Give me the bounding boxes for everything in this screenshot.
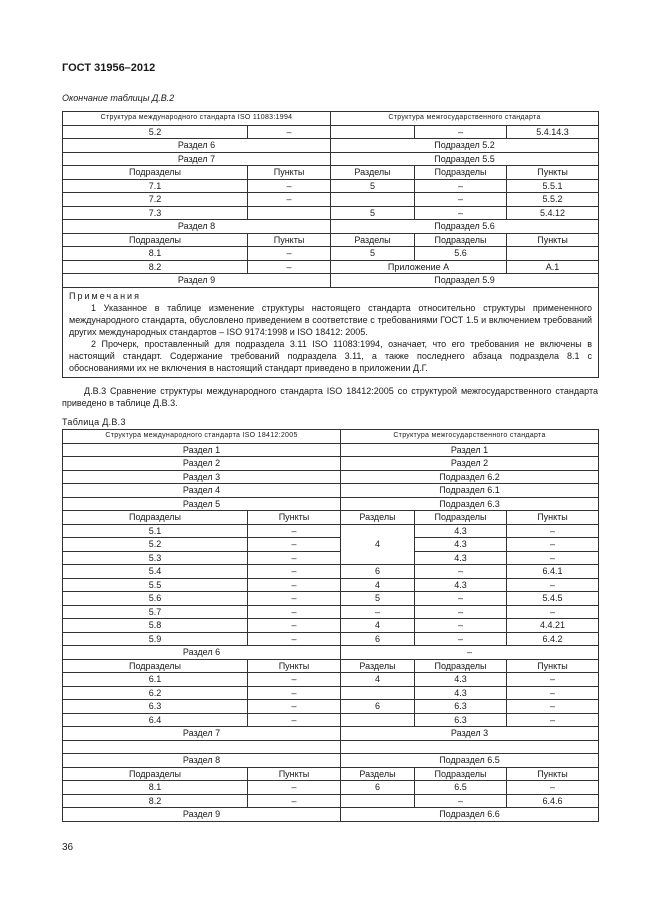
table-cell: 6.4.6: [507, 794, 599, 808]
table-cell: 7.1: [63, 179, 248, 193]
table-cell: 5: [331, 206, 415, 220]
table-cell: Подраздел 6.2: [341, 470, 599, 484]
table-cell: 4.3: [415, 551, 507, 565]
table-cell: –: [248, 193, 331, 207]
table-notes-row: [63, 287, 599, 377]
table-cell: –: [248, 713, 341, 727]
table-cell: –: [507, 551, 599, 565]
table-cell: [248, 206, 331, 220]
table-cell: Раздел 6: [63, 139, 331, 153]
structure-comparison-table-dv2: [62, 111, 599, 378]
table-cell: Раздел 2: [341, 457, 599, 471]
table-cell: 5.1: [63, 524, 248, 538]
table-cell: [507, 247, 599, 261]
table-cell: Разделы: [331, 166, 415, 180]
table-cell: –: [248, 565, 341, 579]
table-cell: [331, 125, 415, 139]
table-caption: Таблица Д.В.3: [62, 417, 126, 427]
table-row: [63, 578, 599, 592]
note-paragraph-1: 1 Указанное в таблице изменение структуры настоящего стандарта относительно структуры примененного международного стандарта, обусловлено приведением в соответствие с требованиями ГОСТ 1.5 и включением требований других международных стандартов – ISO 9174:1998 и ISO 18412: 2005.: [69, 302, 593, 337]
table-cell: Пункты: [507, 166, 599, 180]
table-cell: 5.6: [415, 247, 507, 261]
table-row: [63, 152, 599, 166]
table-cell: 6: [341, 700, 415, 714]
table-row: [63, 484, 599, 498]
notes-title: Примечания: [69, 290, 141, 301]
table-row: [63, 781, 599, 795]
table-row: [63, 443, 599, 457]
table-cell: Пункты: [248, 511, 341, 525]
table-row: [63, 179, 599, 193]
table-cell: –: [248, 619, 341, 633]
table-cell: 4: [341, 578, 415, 592]
table-cell: Подраздел 5.9: [331, 274, 599, 288]
table-cell: Раздел 1: [341, 443, 599, 457]
table-cell: 5: [331, 247, 415, 261]
table-cell: –: [415, 605, 507, 619]
table-cell: Пункты: [507, 511, 599, 525]
table-cell: 5.5.2: [507, 193, 599, 207]
table-row: [63, 646, 599, 660]
table-row: [63, 524, 599, 538]
table-cell: 6.4: [63, 713, 248, 727]
table-cell: –: [507, 673, 599, 687]
table-cell: –: [248, 260, 331, 274]
table-cell: –: [415, 632, 507, 646]
table-cell: 7.2: [63, 193, 248, 207]
table-cell: 5.8: [63, 619, 248, 633]
table-cell: Раздел 8: [63, 220, 331, 234]
table-cell: –: [507, 605, 599, 619]
table-cell: 6.3: [415, 713, 507, 727]
table-cell: 4.3: [415, 538, 507, 552]
table-cell: 6: [341, 632, 415, 646]
table-cell: 4.4.21: [507, 619, 599, 633]
table-cell: 4.3: [415, 578, 507, 592]
table-cell: Пункты: [248, 659, 341, 673]
table-row: [63, 700, 599, 714]
table-cell: [341, 713, 415, 727]
table-row: [63, 538, 599, 552]
table-row: [63, 247, 599, 261]
table-cell: Пункты: [507, 659, 599, 673]
table-cell: Пункты: [248, 166, 331, 180]
table-cell: 8.2: [63, 260, 248, 274]
table-cell: –: [507, 713, 599, 727]
table-cell: –: [248, 179, 331, 193]
table-cell: Пункты: [248, 767, 341, 781]
table-row: [63, 139, 599, 153]
table-cell: 5.7: [63, 605, 248, 619]
table-row: [63, 457, 599, 471]
table-cell: –: [507, 700, 599, 714]
table-cell: 5.3: [63, 551, 248, 565]
table-cell: 8.1: [63, 781, 248, 795]
body-paragraph: Д.В.3 Сравнение структуры международного стандарта ISO 18412:2005 со структурой межгосударственного стандарта приведено в таблице Д.В.3.: [62, 386, 598, 408]
table-cell: Подразделы: [63, 767, 248, 781]
table-row: [63, 551, 599, 565]
table-cell: Подраздел 5.2: [331, 139, 599, 153]
table-cell: –: [248, 686, 341, 700]
table-cell: 5.4.5: [507, 592, 599, 606]
table-row: [63, 233, 599, 247]
table-caption: Окончание таблицы Д.В.2: [62, 93, 175, 103]
table-cell: –: [248, 605, 341, 619]
table-cell: 6.3: [63, 700, 248, 714]
table-cell: Раздел 4: [63, 484, 341, 498]
table-row: [63, 794, 599, 808]
table-cell: –: [507, 578, 599, 592]
table-row: [63, 193, 599, 207]
table-cell: Раздел 6: [63, 646, 341, 660]
column-header-international: Структура международного стандарта ISO 18412:2005: [63, 430, 341, 444]
structure-comparison-table-dv3: [62, 429, 599, 822]
table-cell: 6.3: [415, 700, 507, 714]
table-cell: А.1: [507, 260, 599, 274]
table-cell: –: [507, 538, 599, 552]
table-row: [63, 740, 599, 754]
table-row: [63, 686, 599, 700]
table-cell: 5.6: [63, 592, 248, 606]
table-cell: –: [415, 794, 507, 808]
table-cell: –: [248, 578, 341, 592]
table-row: [63, 260, 599, 274]
table-cell: Приложение А: [331, 260, 507, 274]
table-cell: Подразделы: [415, 511, 507, 525]
table-row: [63, 605, 599, 619]
table-cell: [331, 193, 415, 207]
table-cell: Подразделы: [415, 659, 507, 673]
table-cell: –: [248, 551, 341, 565]
table-cell: –: [248, 794, 341, 808]
table-cell: 6: [341, 781, 415, 795]
table-cell: Разделы: [341, 511, 415, 525]
table-cell: Подразделы: [63, 233, 248, 247]
table-cell: 8.2: [63, 794, 248, 808]
table-row: [63, 206, 599, 220]
table-cell: Разделы: [341, 767, 415, 781]
table-cell: 5.9: [63, 632, 248, 646]
table-cell: Подраздел 5.5: [331, 152, 599, 166]
table-cell: –: [415, 619, 507, 633]
table-cell: Подразделы: [63, 511, 248, 525]
table-row: [63, 727, 599, 741]
table-cell: 6: [341, 565, 415, 579]
table-cell: 6.4.1: [507, 565, 599, 579]
table-cell: Подраздел 5.6: [331, 220, 599, 234]
table-cell: [63, 740, 341, 754]
table-cell: Раздел 8: [63, 754, 341, 768]
table-cell: –: [248, 125, 331, 139]
table-cell: 5.5.1: [507, 179, 599, 193]
table-cell: 5.4.12: [507, 206, 599, 220]
table-cell: 8.1: [63, 247, 248, 261]
table-cell: 6.1: [63, 673, 248, 687]
table-cell: 4.3: [415, 524, 507, 538]
table-cell: 6.5: [415, 781, 507, 795]
table-row: [63, 166, 599, 180]
table-cell: 5: [341, 592, 415, 606]
table-row: [63, 619, 599, 633]
table-cell: Раздел 7: [63, 152, 331, 166]
table-cell: Раздел 2: [63, 457, 341, 471]
table-cell: –: [341, 605, 415, 619]
table-cell: –: [248, 538, 341, 552]
table-cell: Подразделы: [415, 767, 507, 781]
table-row: [63, 659, 599, 673]
table-cell: Раздел 7: [63, 727, 341, 741]
table-cell: Подраздел 6.5: [341, 754, 599, 768]
table-cell: 5.2: [63, 538, 248, 552]
table-cell: –: [248, 700, 341, 714]
table-row: [63, 470, 599, 484]
table-cell: 4.3: [415, 686, 507, 700]
table-cell: –: [415, 592, 507, 606]
table-cell: –: [248, 247, 331, 261]
table-cell: Подразделы: [63, 659, 248, 673]
page-number: 36: [62, 842, 74, 853]
table-cell: –: [248, 781, 341, 795]
table-row: [63, 673, 599, 687]
table-cell: –: [415, 565, 507, 579]
table-cell: Раздел 1: [63, 443, 341, 457]
table-cell: Подразделы: [415, 233, 507, 247]
table-notes: [63, 287, 599, 377]
table-row: [63, 220, 599, 234]
table-cell: –: [415, 179, 507, 193]
table-row: [63, 754, 599, 768]
table-cell: Пункты: [507, 767, 599, 781]
table-cell: 5: [331, 179, 415, 193]
table-cell: 4: [341, 524, 415, 565]
table-cell: –: [507, 524, 599, 538]
table-cell: 4: [341, 619, 415, 633]
table-cell: Разделы: [341, 659, 415, 673]
table-row: [63, 808, 599, 822]
table-row: [63, 565, 599, 579]
table-cell: Раздел 9: [63, 808, 341, 822]
table-cell: –: [248, 632, 341, 646]
table-cell: [341, 686, 415, 700]
table-cell: –: [507, 781, 599, 795]
table-cell: 4: [341, 673, 415, 687]
column-header-interstate: Структура межгосударственного стандарта: [331, 112, 599, 126]
table-cell: –: [248, 524, 341, 538]
table-cell: 6.2: [63, 686, 248, 700]
table-row: [63, 767, 599, 781]
table-row: [63, 497, 599, 511]
table-cell: Подразделы: [63, 166, 248, 180]
table-cell: 5.5: [63, 578, 248, 592]
table-cell: Раздел 5: [63, 497, 341, 511]
table-cell: Раздел 9: [63, 274, 331, 288]
table-cell: 5.4.14.3: [507, 125, 599, 139]
table-cell: Раздел 3: [63, 470, 341, 484]
table-row: [63, 511, 599, 525]
table-cell: –: [507, 686, 599, 700]
table-cell: [341, 794, 415, 808]
table-row: [63, 125, 599, 139]
table-cell: –: [415, 206, 507, 220]
table-cell: [341, 740, 599, 754]
table-cell: Подраздел 6.6: [341, 808, 599, 822]
table-cell: Пункты: [507, 233, 599, 247]
table-cell: –: [248, 592, 341, 606]
table-row: [63, 274, 599, 288]
table-cell: –: [415, 125, 507, 139]
table-cell: –: [248, 673, 341, 687]
table-row: [63, 632, 599, 646]
table-cell: 5.4: [63, 565, 248, 579]
document-title: ГОСТ 31956–2012: [62, 62, 156, 74]
column-header-interstate: Структура межгосударственного стандарта: [341, 430, 599, 444]
table-cell: 4.3: [415, 673, 507, 687]
table-cell: Подраздел 6.1: [341, 484, 599, 498]
table-cell: Разделы: [331, 233, 415, 247]
table-row: [63, 713, 599, 727]
table-cell: 5.2: [63, 125, 248, 139]
table-cell: Раздел 3: [341, 727, 599, 741]
table-cell: –: [341, 646, 599, 660]
table-cell: Подразделы: [415, 166, 507, 180]
table-cell: –: [415, 193, 507, 207]
table-cell: Пункты: [248, 233, 331, 247]
table-row: [63, 592, 599, 606]
table-cell: Подраздел 6.3: [341, 497, 599, 511]
note-paragraph-2: 2 Прочерк, проставленный для подраздела 3.11 ISO 11083:1994, означает, что его требования не включены в настоящий стандарт. Содержание требований подраздела 3.11, а также последнего абзаца подраздела 8.1 с обоснованиями их не включения в настоящий стандарт приведено в приложении Д.Г.: [69, 338, 593, 373]
table-cell: 6.4.2: [507, 632, 599, 646]
column-header-international: Структура международного стандарта ISO 11083:1994: [63, 112, 331, 126]
table-cell: 7.3: [63, 206, 248, 220]
